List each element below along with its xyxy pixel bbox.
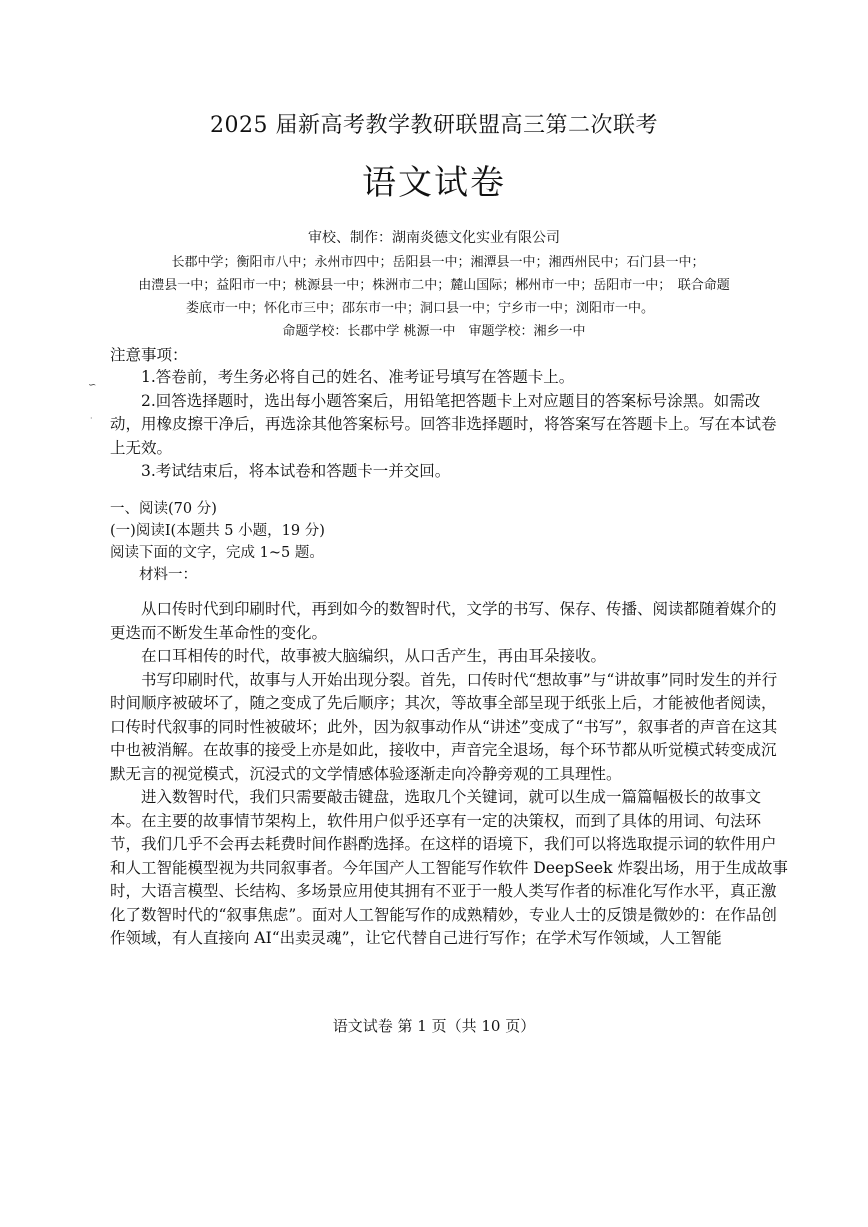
notice-label: 注意事项： bbox=[110, 346, 188, 364]
proposer-schools: 命题学校：长郡中学 桃源一中 审题学校：湘乡一中 bbox=[282, 324, 586, 339]
notice-item-3: 3.考试结束后，将本试卷和答题卡一并交回。 bbox=[141, 462, 451, 480]
section-header bbox=[110, 498, 790, 586]
exam-title: 2025 届新高考教学教研联盟高三第二次联考 bbox=[210, 113, 658, 138]
material-paragraph: 进入数智时代，我们只需要敲击键盘，选取几个关键词，就可以生成一篇篇幅极长的故事文本。在主要的故事情节架构上，软件用户似乎还享有一定的决策权，而到了具体的用词、句法环节，我们几乎不会再去耗费时间作斟酌选择。在这样的语境下，我们可以将选取提示词的软件用户和人工智能模型视为共同叙事者。今年国产人工智能写作软件 DeepSeek 炸裂出场，用于生成故事时，大语言模型、长结构、多场景应用使其拥有不亚于一般人类写作者的标准化写作水平，真正激化了数智时代的“叙事焦虑”。面对人工智能写作的成熟精妙，专业人士的反馈是微妙的：在作品创作领域，有人直接向 AI“出卖灵魂”，让它代替自己进行写作；在学术写作领域，人工智能 bbox=[110, 788, 788, 947]
subject-title: 语文试卷 bbox=[362, 163, 506, 203]
schools-line-1: 长郡中学；衡阳市八中；永州市四中；岳阳县一中；湘潭县一中；湘西州民中；石门县一中； bbox=[171, 255, 705, 270]
reading-instruction: 阅读下面的文字，完成 1~5 题。 bbox=[110, 545, 324, 561]
producer-line: 审校、制作：湖南炎德文化实业有限公司 bbox=[308, 230, 560, 246]
material-label: 材料一： bbox=[139, 567, 197, 583]
material-paragraph: 在口耳相传的时代，故事被大脑编织，从口舌产生，再由耳朵接收。 bbox=[141, 647, 607, 665]
schools-line-3: 娄底市一中；怀化市三中；邵东市一中；洞口县一中；宁乡市一中；浏阳市一中。 bbox=[185, 301, 654, 316]
material-paragraph: 从口传时代到印刷时代，再到如今的数智时代，文学的书写、保存、传播、阅读都随着媒介的更迭而不断发生革命性的变化。 bbox=[110, 600, 777, 642]
notice-items bbox=[110, 366, 790, 484]
material-paragraph: 书写印刷时代，故事与人开始出现分裂。首先，口传时代“想故事”与“讲故事”同时发生的并行时间顺序被破坏了，随之变成了先后顺序；其次，等故事全部呈现于纸张上后，才能被他者阅读，口传时代叙事的同时性被破坏；此外，因为叙事动作从“讲述”变成了“书写”，叙事者的声音在这其中也被消解。在故事的接受上亦是如此，接收中，声音完全退场，每个环节都从听觉模式转变成沉默无言的视觉模式，沉浸式的文学情感体验逐渐走向冷静旁观的工具理性。 bbox=[110, 670, 778, 783]
schools-line-2: 由澧县一中；益阳市一中；桃源县一中；株洲市二中；麓山国际；郴州市一中；岳阳市一中； 联合命题 bbox=[138, 278, 730, 293]
margin-mark: ∽ bbox=[88, 380, 97, 391]
subpart-heading: (一)阅读Ⅰ(本题共 5 小题，19 分) bbox=[110, 523, 325, 539]
material-text bbox=[110, 598, 790, 951]
margin-dot: · bbox=[90, 414, 93, 423]
part-heading: 一、阅读(70 分) bbox=[110, 501, 217, 517]
notice-item-2: 2.回答选择题时，选出每小题答案后，用铅笔把答题卡上对应题目的答案标号涂黑。如需改动，用橡皮擦干净后，再选涂其他答案标号。回答非选择题时，将答案写在答题卡上。写在本试卷上无效。 bbox=[110, 391, 777, 457]
notice-item-1: 1.答卷前，考生务必将自己的姓名、准考证号填写在答题卡上。 bbox=[141, 368, 575, 386]
page-footer: 语文试卷 第 1 页（共 10 页） bbox=[332, 1017, 536, 1035]
